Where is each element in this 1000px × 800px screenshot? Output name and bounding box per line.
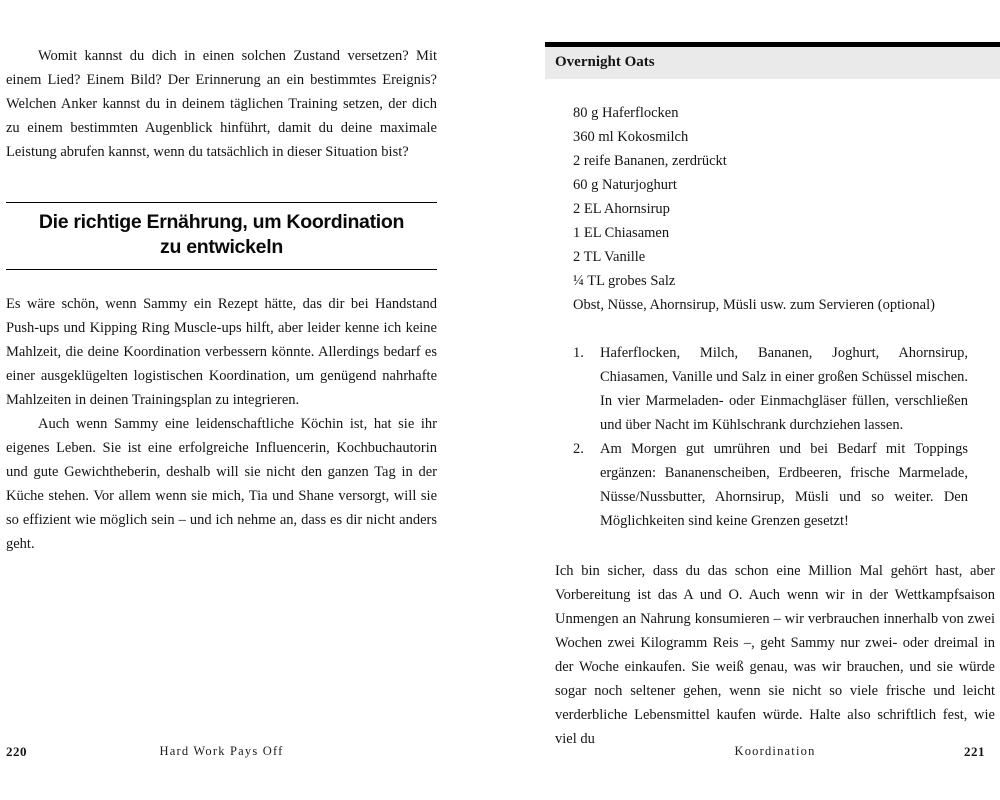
step-text: Am Morgen gut umrühren und bei Bedarf mit Toppings ergänzen: Bananenscheiben, Erdbeeren, frische Marmelade, Nüsse/Nussbutter, Ahornsirup, Müsli und so weiter. Den Möglichkeiten sind keine Grenzen gesetzt! [600,441,968,529]
section-heading [6,210,437,260]
right-paragraph: Ich bin sicher, dass du das schon eine Million Mal gehört hast, aber Vorbereitung ist das A und O. Auch wenn wir in der Wettkampfsaison Unmengen an Nahrung konsumieren – wir verbrauchen innerhalb von zwei Wochen zwei Kilogramm Reis –, geht Sammy nur zwei- oder dreimal in der Woche einkaufen. Sie weiß genau, was wir brauchen, und sie würde sogar noch seltener gehen, wenn sie nicht so viele frische und leicht verderbliche Lebensmittel kaufen würde. Halte also schriftlich fest, wie viel du [555,563,995,747]
step-number: 2. [573,441,584,457]
step-number: 1. [573,345,584,361]
recipe-title: Overnight Oats [555,54,655,70]
left-page-number: 220 [6,744,27,759]
ingredient-item: Obst, Nüsse, Ahornsirup, Müsli usw. zum Servieren (optional) [573,297,935,313]
ingredient-item: ¼ TL grobes Salz [573,273,676,289]
ingredient-item: 360 ml Kokosmilch [573,129,689,145]
step-text: Haferflocken, Milch, Bananen, Joghurt, Ahornsirup, Chiasamen, Vanille und Salz in einer großen Schüssel mischen. In vier Marmeladen- oder Einmachgläser füllen, verschließen und über Nacht im Kühlschrank durchziehen lassen. [600,345,968,433]
section-heading-line-1: Die richtige Ernährung, um Koordination [38,211,405,233]
ingredient-item: 2 EL Ahornsirup [573,201,670,217]
ingredient-item: 60 g Naturjoghurt [573,177,677,193]
left-paragraph-3: Auch wenn Sammy eine leidenschaftliche Köchin ist, hat sie ihr eigenes Leben. Sie ist eine erfolgreiche Influencerin, Kochbuchautorin und gute Gewichtheberin, deshalb will sie nicht den ganzen Tag in der Küche stehen. Vor allem wenn sie mich, Tia und Shane versorgt, will sie so effizient wie möglich sein – und ich nehme an, dass es dir nicht anders geht. [6,416,437,552]
right-running-header: Koordination [734,744,816,758]
recipe-step [573,437,968,533]
ingredient-item: 80 g Haferflocken [573,105,679,121]
left-paragraph-2: Es wäre schön, wenn Sammy ein Rezept hätte, das dir bei Handstand Push-ups und Kipping Ring Muscle-ups hilft, aber leider kenne ich keine Mahlzeit, die deine Koordination verbessern könnte. Allerdings bedarf es einer ausgeklügelten logistischen Koordination, um genügend nahrhafte Mahlzeiten in deinen Trainingsplan zu integrieren. [6,296,437,408]
recipe-step [573,341,968,437]
ingredient-list [573,101,1000,317]
recipe-title-box [545,42,1000,79]
right-page-footer [500,744,1000,764]
ingredient-item: 2 TL Vanille [573,249,646,265]
page-right [500,0,1000,800]
right-page-number: 221 [964,744,985,759]
section-heading-block [6,202,437,270]
left-paragraph-1: Womit kannst du dich in einen solchen Zustand versetzen? Mit einem Lied? Einem Bild? Der Erinnerung an ein bestimmtes Ereignis? Welchen Anker kannst du in deinem täglichen Training setzen, der dich zu einem bestimmten Augenblick hinführt, damit du deine maximale Leistung abrufen kannst, wenn du tatsächlich in dieser Situation bist? [6,48,437,160]
recipe-steps [573,341,968,533]
ingredient-item: 1 EL Chiasamen [573,225,670,241]
ingredient-item: 2 reife Bananen, zerdrückt [573,153,727,169]
left-running-header: Hard Work Pays Off [159,744,284,758]
left-page-footer [0,744,500,764]
section-heading-line-2: zu entwickeln [160,236,283,258]
